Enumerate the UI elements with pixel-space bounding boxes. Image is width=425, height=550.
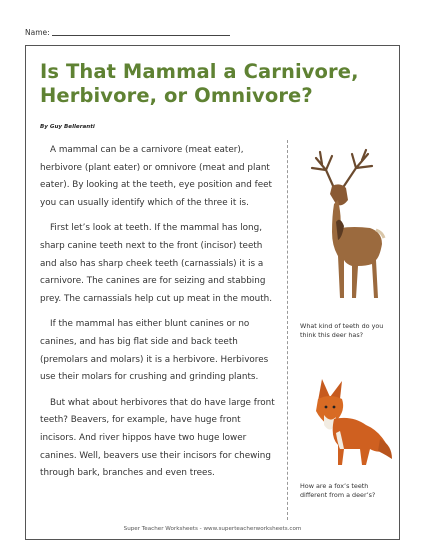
paragraph-4: But what about herbivores that do have large front teeth? Beavers, for example, have huge front incisors. And river hippos have two huge lower canines. Well, beavers use their incisors for chewing through bark, branches and even trees. [40, 397, 275, 479]
paragraph-3: If the mammal has either blunt canines or no canines, and has big flat side and back teeth (premolars and molars) it is a herbivore. Herbivores use their molars for crushing and grinding plants. [40, 319, 269, 383]
article-body [40, 142, 275, 491]
name-label: Name: [25, 28, 50, 37]
article-byline: By Guy Belleranti [40, 124, 95, 130]
deer-image [296, 148, 394, 313]
name-field [25, 28, 230, 37]
paragraph-1: A mammal can be a carnivore (meat eater), herbivore (plant eater) or omnivore (meat and plant eater). By looking at the teeth, eye position and feet you can usually identify which of the three it is. [40, 145, 272, 208]
name-blank-line [52, 35, 230, 36]
article-title: Is That Mammal a Carnivore, Herbivore, or Omnivore? [40, 60, 359, 107]
deer-caption: What kind of teeth do you think this deer has? [300, 322, 384, 339]
paragraph-2: First let’s look at teeth. If the mammal has long, sharp canine teeth next to the front (incisor) teeth and also has sharp cheek teeth (carnassials) it is a carnivore. The canines are for seizing and stabbing prey. The carnassials help cut up meat in the mouth. [40, 223, 273, 304]
fox-caption: How are a fox’s teeth different from a deer’s? [300, 482, 376, 499]
page-footer: Super Teacher Worksheets - www.superteacherworksheets.com [123, 526, 302, 532]
fox-image [300, 375, 395, 470]
column-divider [287, 140, 288, 520]
